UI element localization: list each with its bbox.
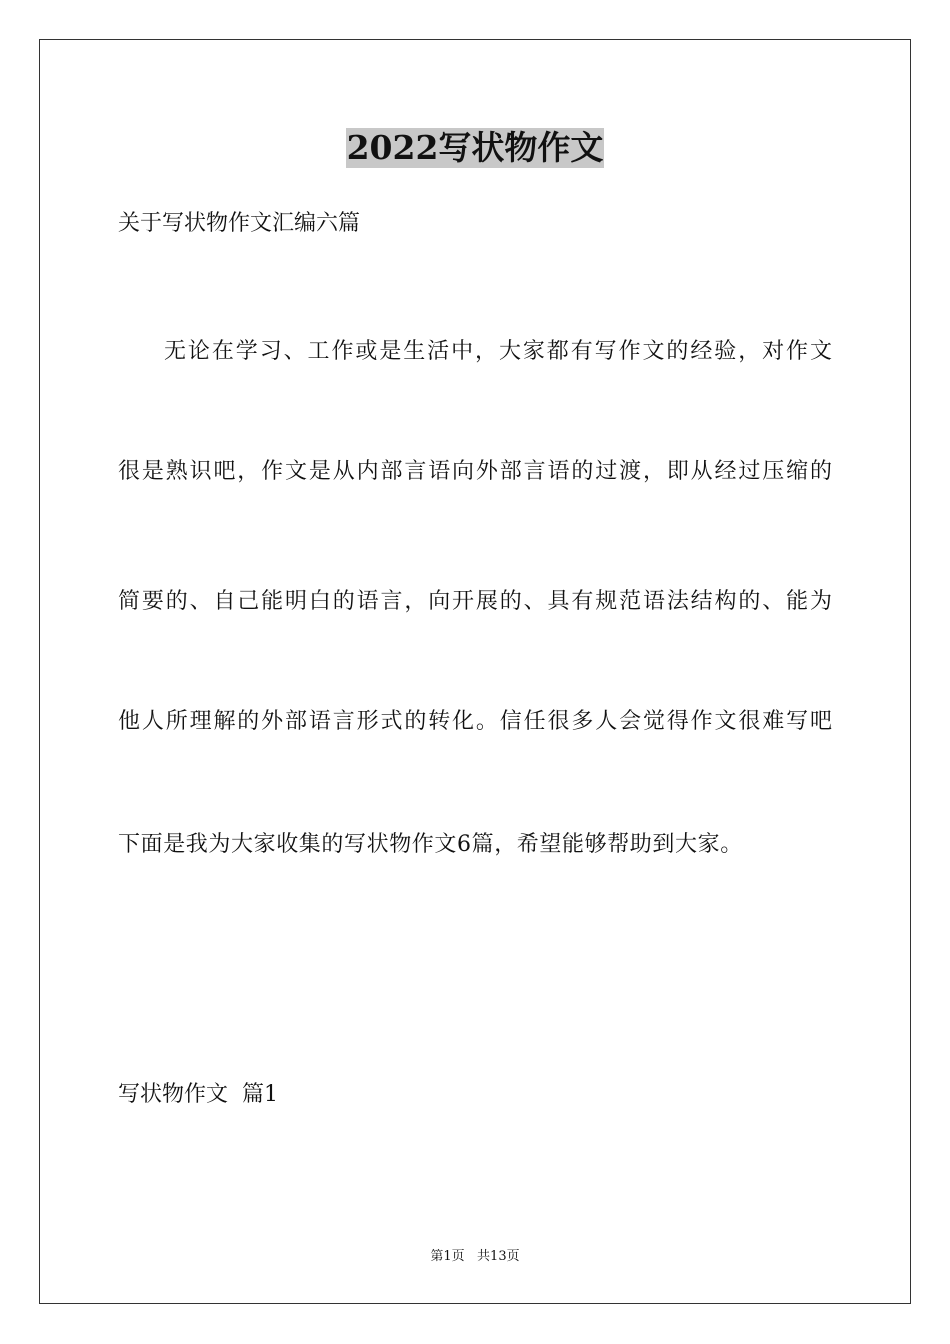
paragraph-line-2: 很是熟识吧，作文是从内部言语向外部言语的过渡，即从经过压缩的 (118, 459, 832, 484)
paragraph-line-1: 无论在学习、工作或是生活中，大家都有写作文的经验，对作文 (164, 339, 832, 364)
paragraph-line-3: 简要的、自己能明白的语言，向开展的、具有规范语法结构的、能为 (118, 589, 832, 614)
section-heading: 写状物作文 篇1 (118, 1082, 278, 1107)
paragraph-line-5: 下面是我为大家收集的写状物作文6篇，希望能够帮助到大家。 (118, 832, 743, 857)
document-title: 2022写状物作文 (346, 128, 604, 167)
document-subtitle: 关于写状物作文汇编六篇 (118, 211, 361, 236)
page-footer: 第1页 共13页 (430, 1249, 520, 1264)
title-container (0, 128, 950, 168)
paragraph-line-4: 他人所理解的外部语言形式的转化。信任很多人会觉得作文很难写吧 (118, 709, 832, 734)
